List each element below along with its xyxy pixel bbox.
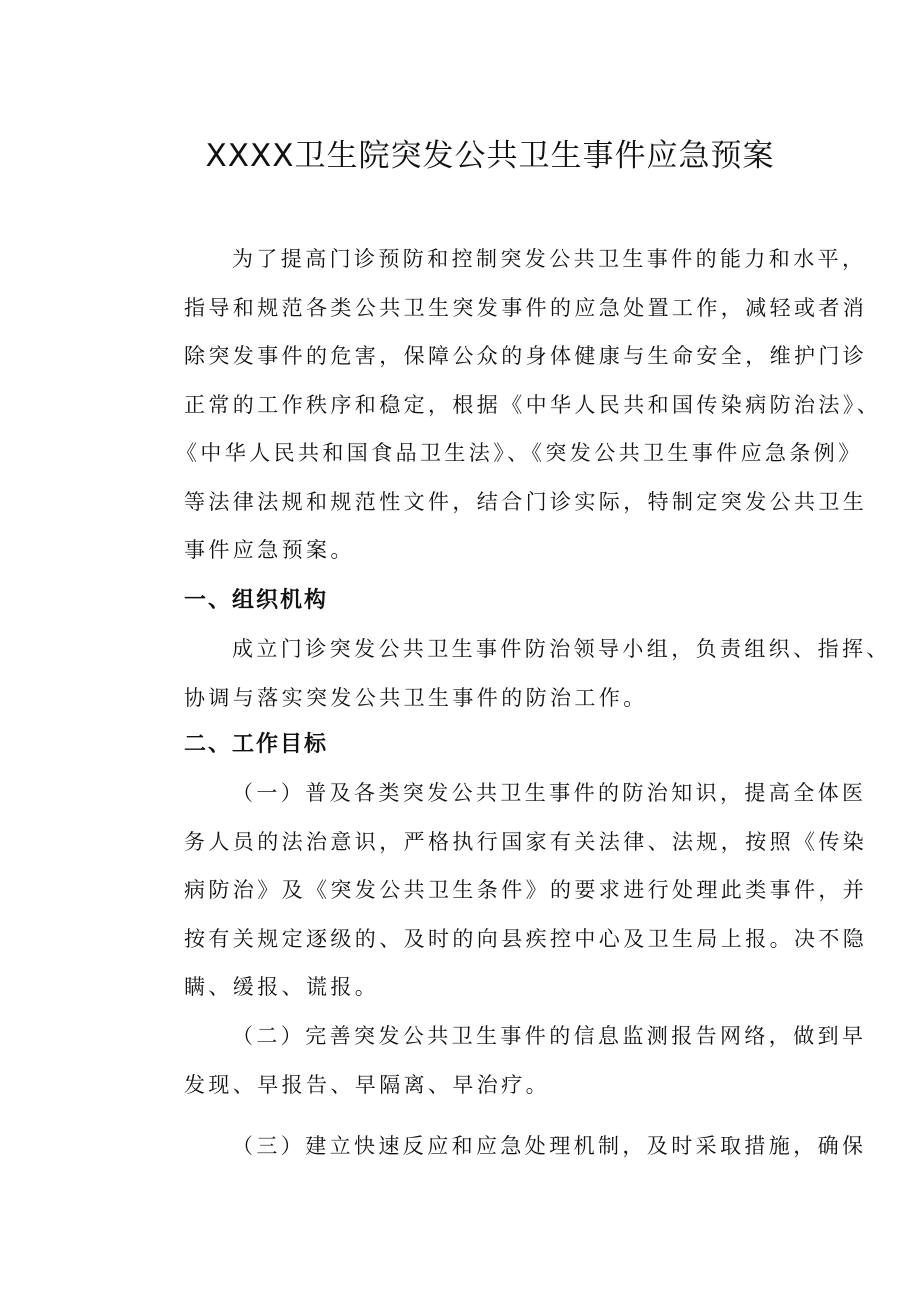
section-heading-goals: 二、工作目标: [184, 732, 329, 757]
intro-line: 指导和规范各类公共卫生突发事件的应急处置工作，减轻或者消: [184, 295, 868, 320]
organization-paragraph: [136, 625, 891, 722]
intro-line: 除突发事件的危害，保障公众的身体健康与生命安全，维护门诊: [184, 344, 868, 368]
goal-item-2-line: 发现、早报告、早隔离、早治疗。: [184, 1072, 550, 1097]
goal-item-1-line: （一）普及各类突发公共卫生事件的防治知识，提高全体医: [232, 781, 867, 805]
goal-item-3-paragraph: [136, 1122, 867, 1171]
goal-item-1-paragraph: [136, 769, 868, 1012]
intro-line: 正常的工作秩序和稳定，根据《中华人民共和国传染病防治法》、: [184, 392, 882, 417]
goal-item-2-line: （二）完善突发公共卫生事件的信息监测报告网络，做到早: [232, 1024, 867, 1048]
goal-item-3-line: （三）建立快速反应和应急处理机制，及时采取措施，确保: [232, 1134, 867, 1158]
intro-line: 事件应急预案。: [184, 538, 355, 562]
goal-item-1-line: 按有关规定逐级的、及时的向县疾控中心及卫生局上报。决不隐: [184, 926, 868, 951]
intro-line: 等法律法规和规范性文件，结合门诊实际，特制定突发公共卫生: [184, 489, 868, 514]
section-heading-organization: 一、组织机构: [184, 588, 329, 613]
organization-line: 协调与落实突发公共卫生事件的防治工作。: [184, 685, 648, 710]
goal-item-1-line: 病防治》及《突发公共卫生条件》的要求进行处理此类事件，并: [184, 878, 868, 902]
goal-item-1-line: 务人员的法治意识，严格执行国家有关法律、法规，按照《传染: [184, 829, 868, 854]
organization-line: 成立门诊突发公共卫生事件防治领导小组，负责组织、指挥、: [232, 637, 891, 661]
document-title: XXXX卫生院突发公共卫生事件应急预案: [205, 138, 775, 174]
intro-line: 《中华人民共和国食品卫生法》、《突发公共卫生事件应急条例》: [176, 441, 863, 465]
intro-paragraph: [136, 235, 882, 575]
intro-line: 为了提高门诊预防和控制突发公共卫生事件的能力和水平，: [232, 247, 867, 271]
goal-item-2-paragraph: [136, 1012, 867, 1109]
goal-item-1-line: 瞒、缓报、谎报。: [184, 975, 380, 999]
